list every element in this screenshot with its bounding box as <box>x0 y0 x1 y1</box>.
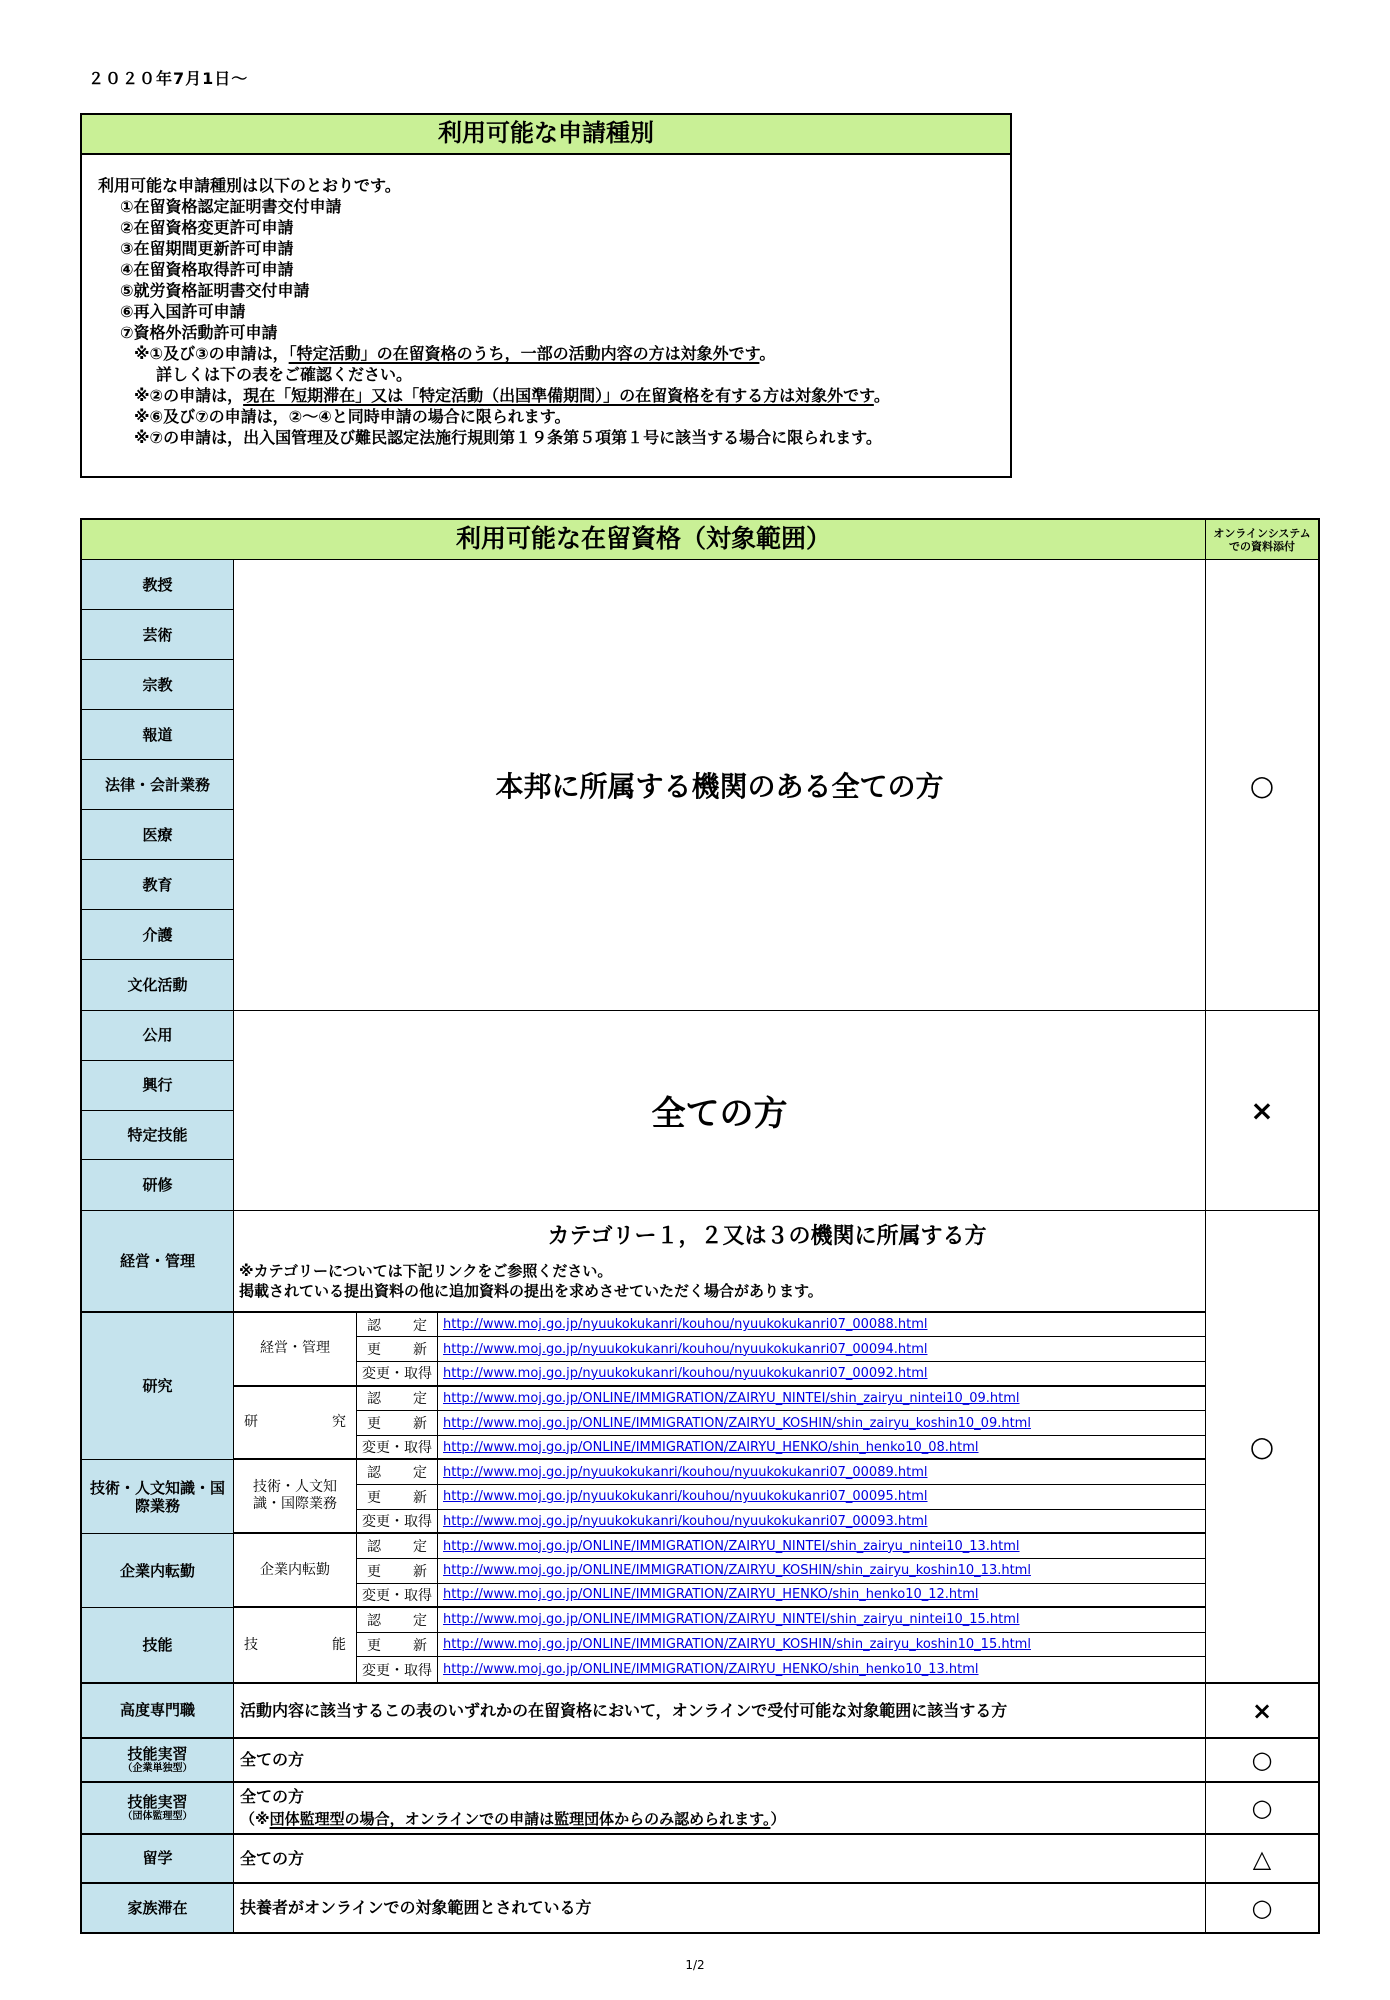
procedure-kind-label: 認定 <box>367 1539 427 1556</box>
status-label: 研修 <box>142 1176 173 1195</box>
application-notes <box>98 343 996 448</box>
attachment-symbol-group2: × <box>1205 1011 1318 1210</box>
status-label: 芸術 <box>82 610 233 660</box>
procedure-url-cell <box>438 1411 1205 1436</box>
attachment-header-line1: オンラインシステム <box>1213 526 1311 540</box>
procedure-kind-label: 更新 <box>367 1637 427 1654</box>
procedure-kind-cell <box>357 1436 438 1461</box>
scope-text-group1: 本邦に所属する機関のある全ての方 <box>495 770 944 803</box>
procedure-kind-label: 更新 <box>367 1563 427 1580</box>
sub-status-label: 経営・管理 <box>260 1340 330 1357</box>
status-label: 報道 <box>82 710 233 760</box>
application-url-link[interactable]: http://www.moj.go.jp/ONLINE/IMMIGRATION/ZAIRYU_KOSHIN/shin_zairyu_koshin10_09.html <box>443 1415 1031 1431</box>
status-label: 教育 <box>82 860 233 910</box>
attachment-symbol: ○ <box>1205 1739 1318 1781</box>
application-url-link[interactable]: http://www.moj.go.jp/ONLINE/IMMIGRATION/ZAIRYU_NINTEI/shin_zairyu_nintei10_09.html <box>443 1390 1020 1406</box>
procedure-kind-label: 更新 <box>367 1342 427 1359</box>
status-label-cell <box>82 1684 234 1737</box>
note-line <box>98 385 996 406</box>
procedure-kind-cell <box>357 1485 438 1510</box>
note-prefix: ※②の申請は， <box>134 386 244 405</box>
page-number: 1/2 <box>685 1958 705 1972</box>
sub-status-cell <box>234 1534 357 1608</box>
application-url-link[interactable]: http://www.moj.go.jp/ONLINE/IMMIGRATION/ZAIRYU_HENKO/shin_henko10_08.html <box>443 1439 979 1455</box>
application-url-link[interactable]: http://www.moj.go.jp/ONLINE/IMMIGRATION/ZAIRYU_KOSHIN/shin_zairyu_koshin10_15.html <box>443 1637 1031 1653</box>
status-label: 法律・会計業務 <box>82 760 233 810</box>
procedure-kind-cell <box>357 1387 438 1412</box>
note-prefix: ※⑦の申請は，出入国管理及び難民認定法施行規則第１９条第５項第１号に該当する場合に限られます。 <box>134 428 882 447</box>
procedure-kind-cell <box>357 1657 438 1682</box>
application-type-item: ③在留期間更新許可申請 <box>120 239 294 258</box>
status-label-column <box>82 1211 234 1682</box>
effective-date: ２０２０年7月1日～ <box>88 69 249 88</box>
procedure-url-cell <box>438 1485 1205 1510</box>
application-type-item: ⑦資格外活動許可申請 <box>120 323 278 342</box>
procedure-kind-cell <box>357 1337 438 1362</box>
note-underlined-text: 「特定活動」の在留資格のうち，一部の活動内容の方は対象外です <box>288 344 760 363</box>
attachment-symbol: ○ <box>1205 1884 1318 1932</box>
procedure-kind-label: 変更・取得 <box>362 1440 432 1457</box>
procedure-kind-cell <box>357 1534 438 1559</box>
status-group-category <box>82 1210 1318 1682</box>
category-note-2: 掲載されている提出資料の他に追加資料の提出を求めさせていただく場合があります。 <box>239 1282 823 1300</box>
application-type-item: ⑥再入国許可申請 <box>120 302 246 321</box>
attachment-column-header <box>1205 520 1318 559</box>
category-heading: カテゴリー１，２又は３の機関に所属する方 <box>547 1224 987 1249</box>
sub-status-cell <box>234 1313 357 1387</box>
status-label: 技能 <box>142 1636 173 1655</box>
procedure-kind-label: 認定 <box>367 1465 427 1482</box>
sub-status-cell <box>234 1608 357 1682</box>
scope-text: 全ての方 <box>240 1848 305 1868</box>
sub-status-cell <box>234 1387 357 1461</box>
scope-text-group2: 全ての方 <box>651 1094 788 1134</box>
procedure-url-cell <box>438 1362 1205 1387</box>
procedure-url-grid <box>234 1313 1205 1682</box>
application-url-link[interactable]: http://www.moj.go.jp/nyuukokukanri/kouhou/nyuukokukanri07_00093.html <box>443 1513 928 1529</box>
status-label: 教授 <box>82 560 233 610</box>
note-suffix: 。 <box>873 386 890 405</box>
table-row <box>82 1682 1318 1737</box>
status-sublabel: （団体監理型） <box>122 1811 193 1822</box>
procedure-kind-label: 認定 <box>367 1317 427 1334</box>
status-sublabel: （企業単独型） <box>122 1763 193 1774</box>
procedure-kind-cell <box>357 1608 438 1633</box>
attachment-symbol-group3: ○ <box>1205 1211 1318 1682</box>
sub-status-label: 技能 <box>244 1636 346 1653</box>
procedure-url-cell <box>438 1534 1205 1559</box>
status-label: 研究 <box>82 1313 233 1461</box>
scope-note-prefix: （※ <box>240 1810 270 1828</box>
table-row <box>82 1882 1318 1932</box>
procedure-kind-cell <box>357 1460 438 1485</box>
note-prefix: ※⑥及び⑦の申請は，②～④と同時申請の場合に限られます。 <box>134 407 571 426</box>
status-label: 宗教 <box>82 660 233 710</box>
procedure-kind-label: 認定 <box>367 1391 427 1408</box>
application-types-panel <box>80 113 1012 478</box>
category-main-area <box>234 1211 1205 1682</box>
scope-text: 扶養者がオンラインでの対象範囲とされている方 <box>240 1898 592 1917</box>
table-header-row <box>82 520 1318 560</box>
procedure-kind-label: 更新 <box>367 1416 427 1433</box>
procedure-kind-label: 変更・取得 <box>362 1514 432 1530</box>
application-type-item: ②在留資格変更許可申請 <box>120 218 294 237</box>
sub-status-label: 企業内転勤 <box>260 1561 330 1578</box>
procedure-kind-cell <box>357 1313 438 1338</box>
note-underlined-text: 現在「短期滞在」又は「特定活動（出国準備期間）」の在留資格を有する方は対象外です <box>243 386 874 405</box>
scope-cell <box>234 1783 1205 1833</box>
application-types-body <box>82 155 1010 448</box>
application-types-title: 利用可能な申請種別 <box>82 115 1010 155</box>
status-label: 技能実習 <box>127 1793 188 1811</box>
attachment-header-line2: での資料添付 <box>1229 539 1295 553</box>
application-type-item: ⑤就労資格証明書交付申請 <box>120 281 310 300</box>
application-type-item: ①在留資格認定証明書交付申請 <box>120 197 342 216</box>
application-url-link[interactable]: http://www.moj.go.jp/ONLINE/IMMIGRATION/ZAIRYU_NINTEI/shin_zairyu_nintei10_15.html <box>443 1612 1020 1628</box>
note-line <box>98 406 996 427</box>
procedure-kind-label: 変更・取得 <box>362 1662 432 1679</box>
application-url-link[interactable]: http://www.moj.go.jp/ONLINE/IMMIGRATION/ZAIRYU_NINTEI/shin_zairyu_nintei10_13.html <box>443 1538 1020 1554</box>
procedure-kind-cell <box>357 1411 438 1436</box>
status-label-column <box>82 560 234 1010</box>
procedure-url-cell <box>438 1387 1205 1412</box>
status-group-employment <box>82 560 1318 1010</box>
procedure-url-cell <box>438 1510 1205 1535</box>
sub-status-label: 技術・人文知識・国際業務 <box>253 1479 337 1513</box>
category-note-1: ※カテゴリーについては下記リンクをご参照ください。 <box>239 1262 613 1280</box>
attachment-symbol: × <box>1205 1684 1318 1737</box>
status-label-cell <box>82 1884 234 1932</box>
scope-note-suffix: ） <box>770 1810 786 1828</box>
application-url-link[interactable]: http://www.moj.go.jp/ONLINE/IMMIGRATION/ZAIRYU_HENKO/shin_henko10_13.html <box>443 1662 979 1678</box>
note-prefix: ※①及び③の申請は， <box>134 344 289 363</box>
status-label: 医療 <box>82 810 233 860</box>
status-label: 技術・人文知識・国際業務 <box>82 1460 233 1534</box>
status-label: 留学 <box>142 1849 173 1867</box>
status-label: 経営・管理 <box>82 1211 233 1313</box>
table-row <box>82 1781 1318 1833</box>
status-label: 公用 <box>82 1011 233 1061</box>
scope-cell <box>234 1835 1205 1882</box>
sub-status-label: 研究 <box>244 1414 346 1431</box>
note-line <box>98 364 996 385</box>
table-title: 利用可能な在留資格（対象範囲） <box>455 524 831 553</box>
procedure-url-cell <box>438 1436 1205 1461</box>
scope-cell <box>234 1684 1205 1737</box>
category-description-row <box>234 1211 1205 1313</box>
note-line <box>98 427 996 448</box>
table-row <box>82 1833 1318 1882</box>
application-url-link[interactable]: http://www.moj.go.jp/ONLINE/IMMIGRATION/ZAIRYU_HENKO/shin_henko10_12.html <box>443 1587 979 1603</box>
status-label-column <box>82 1011 234 1210</box>
procedure-kind-cell <box>357 1584 438 1609</box>
application-type-item: ④在留資格取得許可申請 <box>120 260 294 279</box>
procedure-kind-label: 変更・取得 <box>362 1587 432 1604</box>
status-label: 文化活動 <box>127 976 188 994</box>
procedure-kind-cell <box>357 1362 438 1387</box>
status-label: 介護 <box>82 910 233 960</box>
procedure-url-cell <box>438 1313 1205 1338</box>
procedure-url-cell <box>438 1584 1205 1609</box>
application-url-link[interactable]: http://www.moj.go.jp/nyuukokukanri/kouhou/nyuukokukanri07_00089.html <box>443 1464 928 1480</box>
sub-status-cell <box>234 1460 357 1534</box>
scope-note <box>240 1808 1201 1830</box>
scope-note-underlined: 団体監理型の場合，オンラインでの申請は監理団体からのみ認められます。 <box>269 1810 771 1828</box>
intro-text: 利用可能な申請種別は以下のとおりです。 <box>98 176 401 195</box>
procedure-kind-cell <box>357 1559 438 1584</box>
scope-cell <box>234 1884 1205 1932</box>
attachment-symbol: △ <box>1205 1835 1318 1882</box>
procedure-kind-label: 変更・取得 <box>362 1366 432 1383</box>
procedure-url-cell <box>438 1460 1205 1485</box>
residence-status-table <box>80 518 1320 1934</box>
note-prefix: 詳しくは下の表をご確認ください。 <box>156 365 413 384</box>
procedure-kind-label: 認定 <box>367 1612 427 1629</box>
procedure-kind-cell <box>357 1510 438 1535</box>
procedure-kind-label: 更新 <box>367 1489 427 1506</box>
procedure-url-cell <box>438 1337 1205 1362</box>
application-url-link[interactable]: http://www.moj.go.jp/nyuukokukanri/kouhou/nyuukokukanri07_00095.html <box>443 1489 928 1505</box>
status-label: 高度専門職 <box>119 1701 195 1719</box>
status-label-cell <box>82 1835 234 1882</box>
attachment-symbol-group1: ○ <box>1205 560 1318 1010</box>
procedure-url-cell <box>438 1559 1205 1584</box>
status-label: 興行 <box>82 1061 233 1111</box>
status-label-cell <box>82 1739 234 1781</box>
note-suffix: 。 <box>759 344 776 363</box>
table-row <box>82 1737 1318 1781</box>
application-url-link[interactable]: http://www.moj.go.jp/ONLINE/IMMIGRATION/ZAIRYU_KOSHIN/shin_zairyu_koshin10_13.html <box>443 1563 1031 1579</box>
status-label-cell <box>82 1783 234 1833</box>
scope-text: 全ての方 <box>240 1750 305 1769</box>
scope-text: 全ての方 <box>240 1787 305 1806</box>
bottom-rows <box>82 1682 1318 1932</box>
status-label: 特定技能 <box>82 1111 233 1161</box>
procedure-kind-cell <box>357 1633 438 1658</box>
status-group-all <box>82 1010 1318 1210</box>
application-url-link[interactable]: http://www.moj.go.jp/nyuukokukanri/kouhou/nyuukokukanri07_00094.html <box>443 1341 928 1357</box>
scope-text: 活動内容に該当するこの表のいずれかの在留資格において，オンラインで受付可能な対象範囲に該当する方 <box>240 1700 1008 1720</box>
status-label: 家族滞在 <box>127 1898 188 1917</box>
status-label: 技能実習 <box>127 1745 188 1763</box>
application-type-list <box>98 196 996 343</box>
procedure-url-cell <box>438 1657 1205 1682</box>
status-label: 企業内転勤 <box>82 1534 233 1608</box>
procedure-url-cell <box>438 1633 1205 1658</box>
procedure-url-cell <box>438 1608 1205 1633</box>
attachment-symbol: ○ <box>1205 1783 1318 1833</box>
application-url-link[interactable]: http://www.moj.go.jp/nyuukokukanri/kouhou/nyuukokukanri07_00088.html <box>443 1317 928 1333</box>
scope-cell <box>234 1739 1205 1781</box>
note-line <box>98 343 996 364</box>
application-url-link[interactable]: http://www.moj.go.jp/nyuukokukanri/kouhou/nyuukokukanri07_00092.html <box>443 1365 928 1381</box>
